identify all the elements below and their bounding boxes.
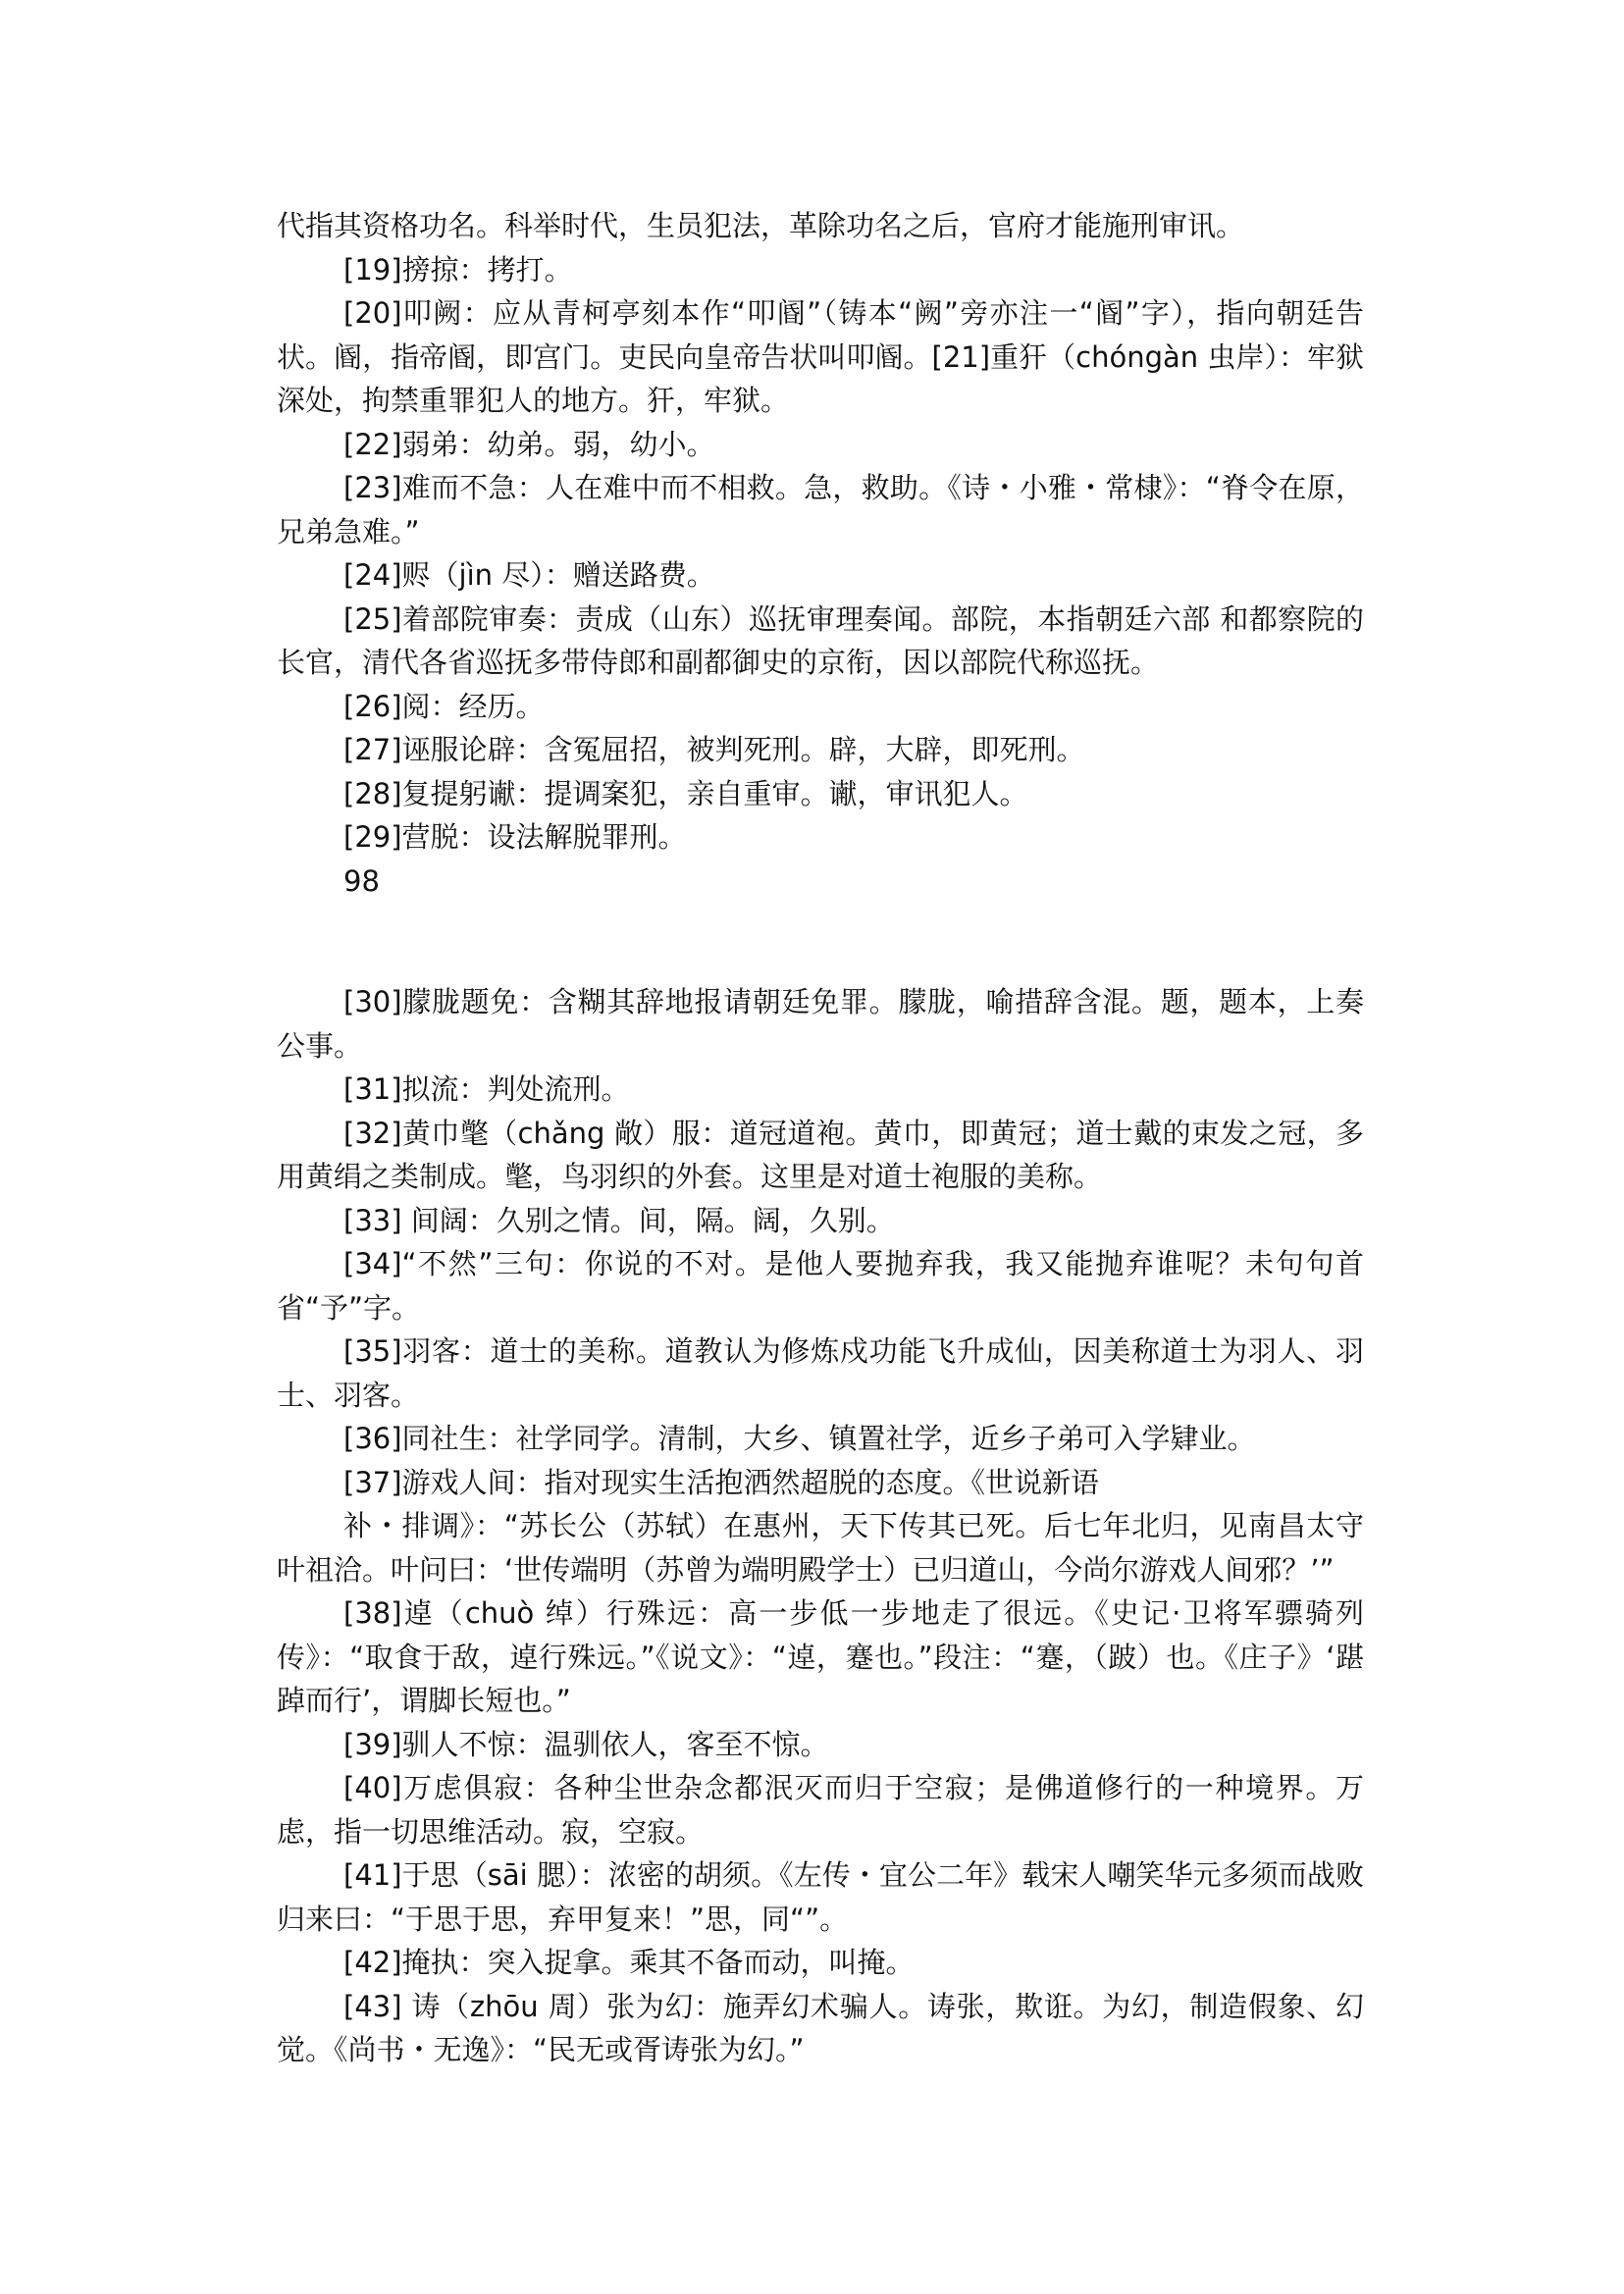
annotation-paragraph: [26]阅：经历。	[343, 689, 545, 723]
annotations-block-upper	[277, 204, 1364, 903]
annotations-block-lower	[277, 980, 1364, 2072]
annotation-paragraph: [41]于思（sāi 腮）：浓密的胡须。《左传・宜公二年》载宋人嘲笑华元多须而战败归来曰：“于思于思，弃甲复来！”思，同“”。	[277, 1858, 1364, 1936]
annotation-paragraph: 代指其资格功名。科举时代，生员犯法，革除功名之后，官府才能施刑审讯。	[277, 209, 1245, 242]
annotation-paragraph: [40]万虑俱寂：各种尘世杂念都泯灭而归于空寂；是佛道修行的一种境界。万虑，指一切思维活动。寂，空寂。	[277, 1771, 1364, 1849]
annotation-paragraph: [28]复提躬谳：提调案犯，亲自重审。谳，审讯犯人。	[343, 776, 1028, 810]
annotation-paragraph: [22]弱弟：幼弟。弱，幼小。	[343, 427, 715, 461]
annotation-paragraph: [20]叩阙：应从青柯亭刻本作“叩阍”（铸本“阙”旁亦注一“阍”字），指向朝廷告状。阍，指帝阍，即宫门。吏民向皇帝告状叫叩阍。[21]重犴（chóngàn 虫岸）：牢狱深处，拘禁重罪犯人的地方。犴，牢狱。	[277, 296, 1364, 417]
annotation-paragraph: [39]驯人不惊：温驯依人，客至不惊。	[343, 1727, 829, 1761]
annotation-paragraph: [31]拟流：判处流刑。	[343, 1072, 630, 1106]
annotation-paragraph: [25]着部院审奏：责成（山东）巡抚审理奏闻。部院，本指朝廷六部 和都察院的长官，清代各省巡抚多带侍郎和副都御史的京衔，因以部院代称巡抚。	[277, 601, 1364, 679]
annotation-paragraph: [34]“不然”三句：你说的不对。是他人要抛弃我，我又能抛弃谁呢？未句句首省“予”字。	[277, 1247, 1364, 1325]
annotation-paragraph: [36]同社生：社学同学。清制，大乡、镇置社学，近乡子弟可入学肄业。	[343, 1422, 1256, 1455]
annotation-paragraph: [32]黄巾氅（chǎng 敞）服：道冠道袍。黄巾，即黄冠；道士戴的束发之冠，多用黄绢之类制成。氅，鸟羽织的外套。这里是对道士袍服的美称。	[277, 1116, 1364, 1193]
annotation-paragraph: [43] 诪（zhōu 周）张为幻：施弄幻术骗人。诪张，欺诳。为幻，制造假象、幻觉。《尚书・无逸》：“民无或胥诪张为幻。”	[277, 1989, 1364, 2066]
annotation-paragraph: [27]诬服论辟：含冤屈招，被判死刑。辟，大辟，即死刑。	[343, 733, 1085, 766]
annotation-paragraph: [42]掩执：突入捉拿。乘其不备而动，叫掩。	[343, 1946, 915, 1979]
annotation-paragraph: [19]搒掠：拷打。	[343, 252, 573, 287]
annotation-paragraph: [38]逴（chuò 绰）行殊远：高一步低一步地走了很远。《史记·卫将军骠骑列传》：“取食于敌，逴行殊远。”《说文》：“逴，蹇也。”段注：“蹇，（跛）也。《庄子》‘踸踔而行’，谓脚长短也。”	[277, 1596, 1364, 1717]
annotation-paragraph: [37]游戏人间：指对现实生活抱洒然超脱的态度。《世说新语	[343, 1465, 1100, 1499]
annotation-paragraph: [33] 间阔：久别之情。间，隔。阔，久别。	[343, 1203, 895, 1237]
annotation-paragraph: [30]朦胧题免：含糊其辞地报请朝廷免罪。朦胧，喻措辞含混。题，题本，上奏公事。	[277, 985, 1364, 1063]
annotation-paragraph: [24]赆（jìn 尽）：赠送路费。	[343, 558, 715, 592]
page-number: 98	[343, 863, 380, 898]
annotation-paragraph: [23]难而不急：人在难中而不相救。急，救助。《诗・小雅・常棣》：“脊令在原，兄弟急难。”	[277, 471, 1364, 548]
annotation-paragraph: [29]营脱：设法解脱罪刑。	[343, 820, 687, 854]
annotation-paragraph: [35]羽客：道士的美称。道教认为修炼戍功能飞升成仙，因美称道士为羽人、羽士、羽客。	[277, 1334, 1364, 1412]
annotation-paragraph: 补・排调》：“苏长公（苏轼）在惠州，天下传其已死。后七年北归，见南昌太守叶祖洽。叶问曰：‘世传端明（苏曾为端明殿学士）已归道山，今尚尔游戏人间邪？’”	[277, 1509, 1364, 1587]
